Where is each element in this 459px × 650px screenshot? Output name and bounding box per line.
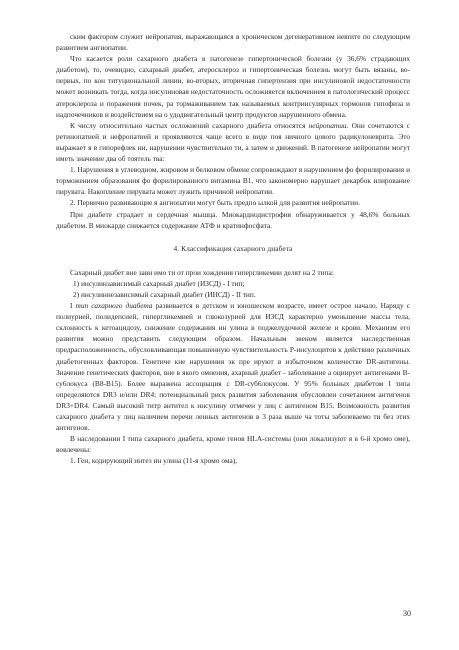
paragraph: Что касается роли сахарного диабета в патогенезе гипертонической болезни (у 36,6% страдающих диабетом), то, очевидно, сахарный диабет, атеросклероз и гипертоническая болезнь могут быть вязаны, во-первых, по кон титуциональной линии, во-вторых, вторичная гипертензия при инсулиновой недостаточности может возникать тогда, когда инсулиновая недостаточность осложняется включением в патологический процесс атероклероза и поражения почек, ра тормаживанием так называемых контринсулярных гормонов гипофиза и надпочечников и воздействием на о удодвигательный центр продуктов нарушенного обмена. xyxy=(56,54,410,119)
paragraph: В наследовании I типа сахарного диабета, кроме генов HLA-системы (они локализуют я в 6-й хромо оме), вовлечены: xyxy=(56,434,410,455)
list-item: 1. Ген, кодирующий интез ин улина (11-я хромо ома), xyxy=(70,456,237,466)
paragraph-text: Они сочетаются с ретинопатией и нефропатией и проявляются чаще всего в виде поя ничного цового радикулоневрита. Это выражает я в гипорефлек ии, нарушении чувствительно ти, а затем и движений. В патогенезе нейропатии могут иметь значение два об тоятель тва: xyxy=(56,120,410,164)
list-item: 1) инсулинзависимый сахарный диабет (ИЗСД) - I тип; xyxy=(73,278,245,288)
paragraph xyxy=(56,300,410,433)
emphasized-term: нейропатии. xyxy=(308,120,349,130)
emphasized-term: тип сахарного диабета xyxy=(75,301,153,311)
list-item: 2. Первично развивающие я ангиопатии могут быть предпо ылкой для развития нейропатии. xyxy=(70,198,360,208)
section-heading: 4. Классификация сахарного диабета xyxy=(173,243,293,253)
paragraph: Сахарный диабет вне зави имо ти от прои хождения гипергликемии делят на 2 типа: xyxy=(70,267,334,277)
paragraph-text: К числу относительно частых осложнений сахарного диабета относятся xyxy=(70,120,309,130)
paragraph: ским фактором служит нейропатия, выражающаяся в хроническом дегенеративном невrите по следующим развитием ангиопатии. xyxy=(56,32,410,53)
list-item: 2) инсулиннезависимый сахарный диабет (ИНСД) - II тип. xyxy=(73,289,256,299)
list-item: 1. Нарушения в углеводном, жировом и белковом обмене сопровождают я нарушением фо форилирования и торможением образования фо форилированного витамина В1, что закономерно нарушает декарбок илирование пирувата. Накопление пирувата может лужить причиной нейропатии. xyxy=(56,165,410,197)
paragraph-text: I xyxy=(70,301,76,311)
paragraph: При диабете страдает и сердечная мышца. Миокардиодистрофия обнаруживается у 48,6% больных диабетом. В миокарде снижается содержание АТФ и кратинфосфата. xyxy=(56,209,410,230)
paragraph xyxy=(56,120,410,164)
page-body xyxy=(56,31,410,466)
page-number: 30 xyxy=(403,609,411,618)
paragraph-text: развивается в детском и юношеском возрасте, имеет острое начало. Наряду с полиурией, полидепсией, гипергликемией и глюкозурией для ИЗСД характерно уменьшение массы тела, склонность к кетоацидозу, снижение содержания ин улина в поджелудочной железе и крови. Механизм его развития можно представить следующим образом. Начальным звеном является наследственная предрасположенность, обусловливающая повышенную чувствительность Р-инсулоцитов к действию различных диабетогенных факторов. Генетиче кие нарушения эк пре ируют в избыточном количестве DR-антигены. Значение генетических факторов, вне в якого омнения, ахарный диабет - заболевание а оциирует антигенами В-су6локуса (В8-В15). Более выражена ассоциация с DR-суб6локусом. У 95% больных диабетом I типа определяются DR3 и/или DR4; потенциальный риск развития заболевания обусловлен сочетанием антигенов DR3+DR4. Самый высокий титр антител к инсулину отмечен у лиц с антигеном В15. Возможность развития сахарного диабета у лиц наличием перечи ленных антигенов в 3 раза выше ча тоты заболеваемо ти без этих антигенов. xyxy=(56,301,410,433)
